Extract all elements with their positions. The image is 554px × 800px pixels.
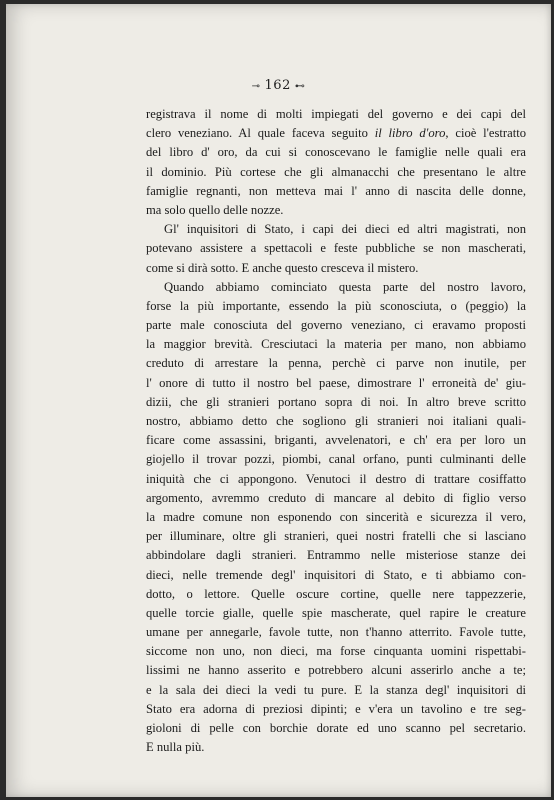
text-line <box>146 124 526 143</box>
text-line: registrava il nome di molti impiegati del governo e dei capi del <box>146 107 526 121</box>
text-line: dotto, o lettore. Quelle oscure cortine, quelle nere tappezzerie, <box>146 586 526 601</box>
text-line: la maggior brevità. Cresciutaci la materia per mano, non abbiamo <box>146 337 526 352</box>
text-line: Stato era adorna di preziosi dipinti; e v'era un tavolino e tre seg- <box>146 701 526 716</box>
text-line: dizii, che gli stranieri portano sopra di noi. In altro breve scritto <box>146 394 526 409</box>
text-segment: , cioè l'estratto <box>445 126 526 141</box>
text-line: dieci, nelle tremende degl' inquisitori di Stato, e ti abbiamo con- <box>146 567 526 582</box>
text-line: abbindolare dagli stranieri. Entrammo nelle misteriose stanze dei <box>146 548 526 563</box>
text-line: Quando abbiamo cominciato questa parte del nostro lavoro, <box>164 279 526 294</box>
text-line: siccome non uno, non dieci, ma forse cinquanta uomini rispettabi- <box>146 644 526 659</box>
text-line: del libro d' oro, da cui si conoscevano le famiglie nelle quali era <box>146 145 526 160</box>
text-line: Gl' inquisitori di Stato, i capi dei dieci ed altri magistrati, non <box>164 222 526 237</box>
text-line: come si dirà sotto. E anche questo cresceva il mistero. <box>146 260 419 275</box>
text-line: il dominio. Più cortese che gli almanacchi che presentano le altre <box>146 164 526 179</box>
paragraph-1 <box>146 105 526 220</box>
paragraph-2 <box>146 220 526 278</box>
text-line: e la sala dei dieci la vedi tu pure. E la stanza degl' inquisitori di <box>146 682 526 697</box>
text-line: lissimi ne hanno asserito e potrebbero alcuni asserirlo anche a te; <box>146 663 526 678</box>
text-line: quelle torcie gialle, quelle spie mascherate, quel rapire le creature <box>146 605 526 620</box>
text-line: iniquità che ci appongono. Venutoci il destro di trattare cosiffatto <box>146 471 526 486</box>
page-number: 162 <box>264 78 291 93</box>
body-text <box>146 105 526 757</box>
text-line: E nulla più. <box>146 740 205 755</box>
text-line: potevano assistere a spettacoli e feste pubbliche se non mascherati, <box>146 241 526 256</box>
text-line: la madre comune non esponendo con sincerità e sicurezza il vero, <box>146 509 526 524</box>
text-line: forse la più importante, essendo la più sconosciuta, o (peggio) la <box>146 298 526 313</box>
text-line: creduto di arrestare la penna, perchè ci parve non inutile, per <box>146 356 526 371</box>
book-page <box>6 4 551 797</box>
text-line: famiglie regnanti, non metteva mai l' anno di nascita delle donne, <box>146 183 526 198</box>
text-line: ficare come assassini, briganti, avvelenatori, e ch' era per loro un <box>146 433 526 448</box>
page-number-header <box>6 78 551 93</box>
text-line: parte male conosciuta del governo veneziano, ci eravamo proposti <box>146 318 526 333</box>
text-line: argomento, avremmo creduto di mancare al debito di figlio verso <box>146 490 526 505</box>
text-line: umane per annegarle, favole tutte, non t'hanno atterrito. Favole tutte, <box>146 625 526 640</box>
text-line: l' onore di tutto il nostro bel paese, dimostrare l' erroneità de' giu- <box>146 375 526 390</box>
text-segment: clero veneziano. Al quale faceva seguito <box>146 126 375 141</box>
text-line: nostro, abbiamo detto che sogliono gli stranieri noi italiani quali- <box>146 414 526 428</box>
right-ornament-icon: ⊷ <box>294 81 306 92</box>
text-line: giojello il trovar pozzi, piombi, canal orfano, punti culminanti delle <box>146 452 526 467</box>
left-ornament-icon: ⊸ <box>251 81 261 92</box>
paragraph-3 <box>146 278 526 758</box>
text-line: per illuminare, oltre gli stranieri, quei nostri fratelli che si lasciano <box>146 529 526 544</box>
italic-phrase: il libro d'oro <box>374 126 446 141</box>
text-line: gioloni di pelle con borchie dorate ed uno scanno pel secretario. <box>146 721 526 735</box>
text-line: ma solo quello delle nozze. <box>146 202 284 217</box>
